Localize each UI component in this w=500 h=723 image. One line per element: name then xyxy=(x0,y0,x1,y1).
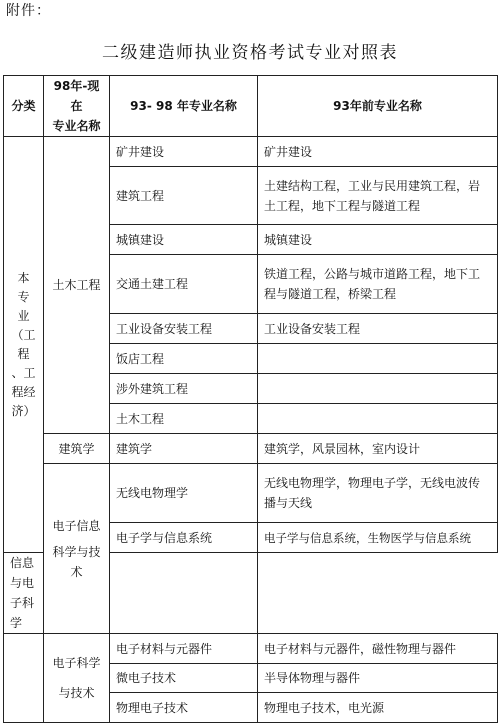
mid-major-cell: 建筑学 xyxy=(110,434,258,464)
mid-major-cell: 电子学与信息系统 xyxy=(110,523,258,553)
header-current-line2: 专业名称 xyxy=(52,119,101,133)
category-char: 本 xyxy=(17,270,30,285)
category-char: 程 xyxy=(17,346,30,361)
old-major-cell: 城镇建设 xyxy=(258,225,498,255)
old-major-cell xyxy=(258,344,498,374)
old-major-cell: 无线电物理学，物理电子学，无线电波传播与天线 xyxy=(258,464,498,523)
table-row xyxy=(4,634,498,664)
mid-major-cell: 土木工程 xyxy=(110,404,258,434)
mid-major-cell: 交通土建工程 xyxy=(110,255,258,314)
current-major-cell xyxy=(44,634,110,723)
table-row xyxy=(4,434,498,464)
category-cell-continued xyxy=(4,634,44,723)
old-major-cell xyxy=(258,374,498,404)
old-major-cell: 建筑学，风景园林，室内设计 xyxy=(258,434,498,464)
category-char: 专 xyxy=(17,289,30,304)
mid-major-cell: 涉外建筑工程 xyxy=(110,374,258,404)
mid-major-cell: 物理电子技术 xyxy=(110,693,258,723)
current-major-line2: 科学与技术 xyxy=(52,544,101,579)
table-row xyxy=(4,137,498,167)
header-93-98-major: 93- 98 年专业名称 xyxy=(110,76,258,137)
old-major-cell: 电子材料与元器件，磁性物理与器件 xyxy=(258,634,498,664)
category-cell xyxy=(4,137,44,553)
mid-major-cell: 无线电物理学 xyxy=(110,464,258,523)
table-row xyxy=(4,464,498,523)
old-major-cell: 半导体物理与器件 xyxy=(258,664,498,693)
category-char: （工 xyxy=(11,327,36,342)
header-pre93-major: 93年前专业名称 xyxy=(258,76,498,137)
page-title: 二级建造师执业资格考试专业对照表 xyxy=(102,43,398,63)
mid-major-cell: 饭店工程 xyxy=(110,344,258,374)
old-major-cell: 矿井建设 xyxy=(258,137,498,167)
table-header-row xyxy=(4,76,498,137)
current-major-cell: 土木工程 xyxy=(44,137,110,434)
category-char: 程经 xyxy=(11,384,36,399)
current-major-line1: 电子科学 xyxy=(52,656,101,670)
attachment-label: 附件： xyxy=(6,3,51,19)
major-comparison-table xyxy=(3,75,498,723)
old-major-cell: 土建结构工程，工业与民用建筑工程，岩土工程，地下工程与隧道工程 xyxy=(258,167,498,225)
old-major-cell xyxy=(258,404,498,434)
mid-major-cell: 矿井建设 xyxy=(110,137,258,167)
old-major-cell: 物理电子技术，电光源 xyxy=(258,693,498,723)
current-major-cell xyxy=(44,464,110,634)
mid-major-cell: 建筑工程 xyxy=(110,167,258,225)
mid-major-cell: 微电子技术 xyxy=(110,664,258,693)
header-category: 分类 xyxy=(4,76,44,137)
current-major-cell: 建筑学 xyxy=(44,434,110,464)
header-current-line1: 98年-现在 xyxy=(53,79,100,113)
old-major-cell xyxy=(110,553,258,634)
old-major-cell: 铁道工程，公路与城市道路工程，地下工程与隧道工程，桥梁工程 xyxy=(258,255,498,314)
category-char: 业 xyxy=(17,308,30,323)
header-current-major xyxy=(44,76,110,137)
category-char: 、工 xyxy=(11,365,36,380)
current-major-line1: 电子信息 xyxy=(52,518,101,533)
old-major-cell: 工业设备安装工程 xyxy=(258,314,498,344)
category-char: 济） xyxy=(11,403,36,418)
old-major-cell: 电子学与信息系统，生物医学与信息系统 xyxy=(258,523,498,553)
category-vertical-text xyxy=(11,269,35,421)
mid-major-cell: 城镇建设 xyxy=(110,225,258,255)
mid-major-cell: 信息与电子科学 xyxy=(4,553,44,634)
current-major-line2: 与技术 xyxy=(58,686,95,700)
mid-major-cell: 电子材料与元器件 xyxy=(110,634,258,664)
mid-major-cell: 工业设备安装工程 xyxy=(110,314,258,344)
